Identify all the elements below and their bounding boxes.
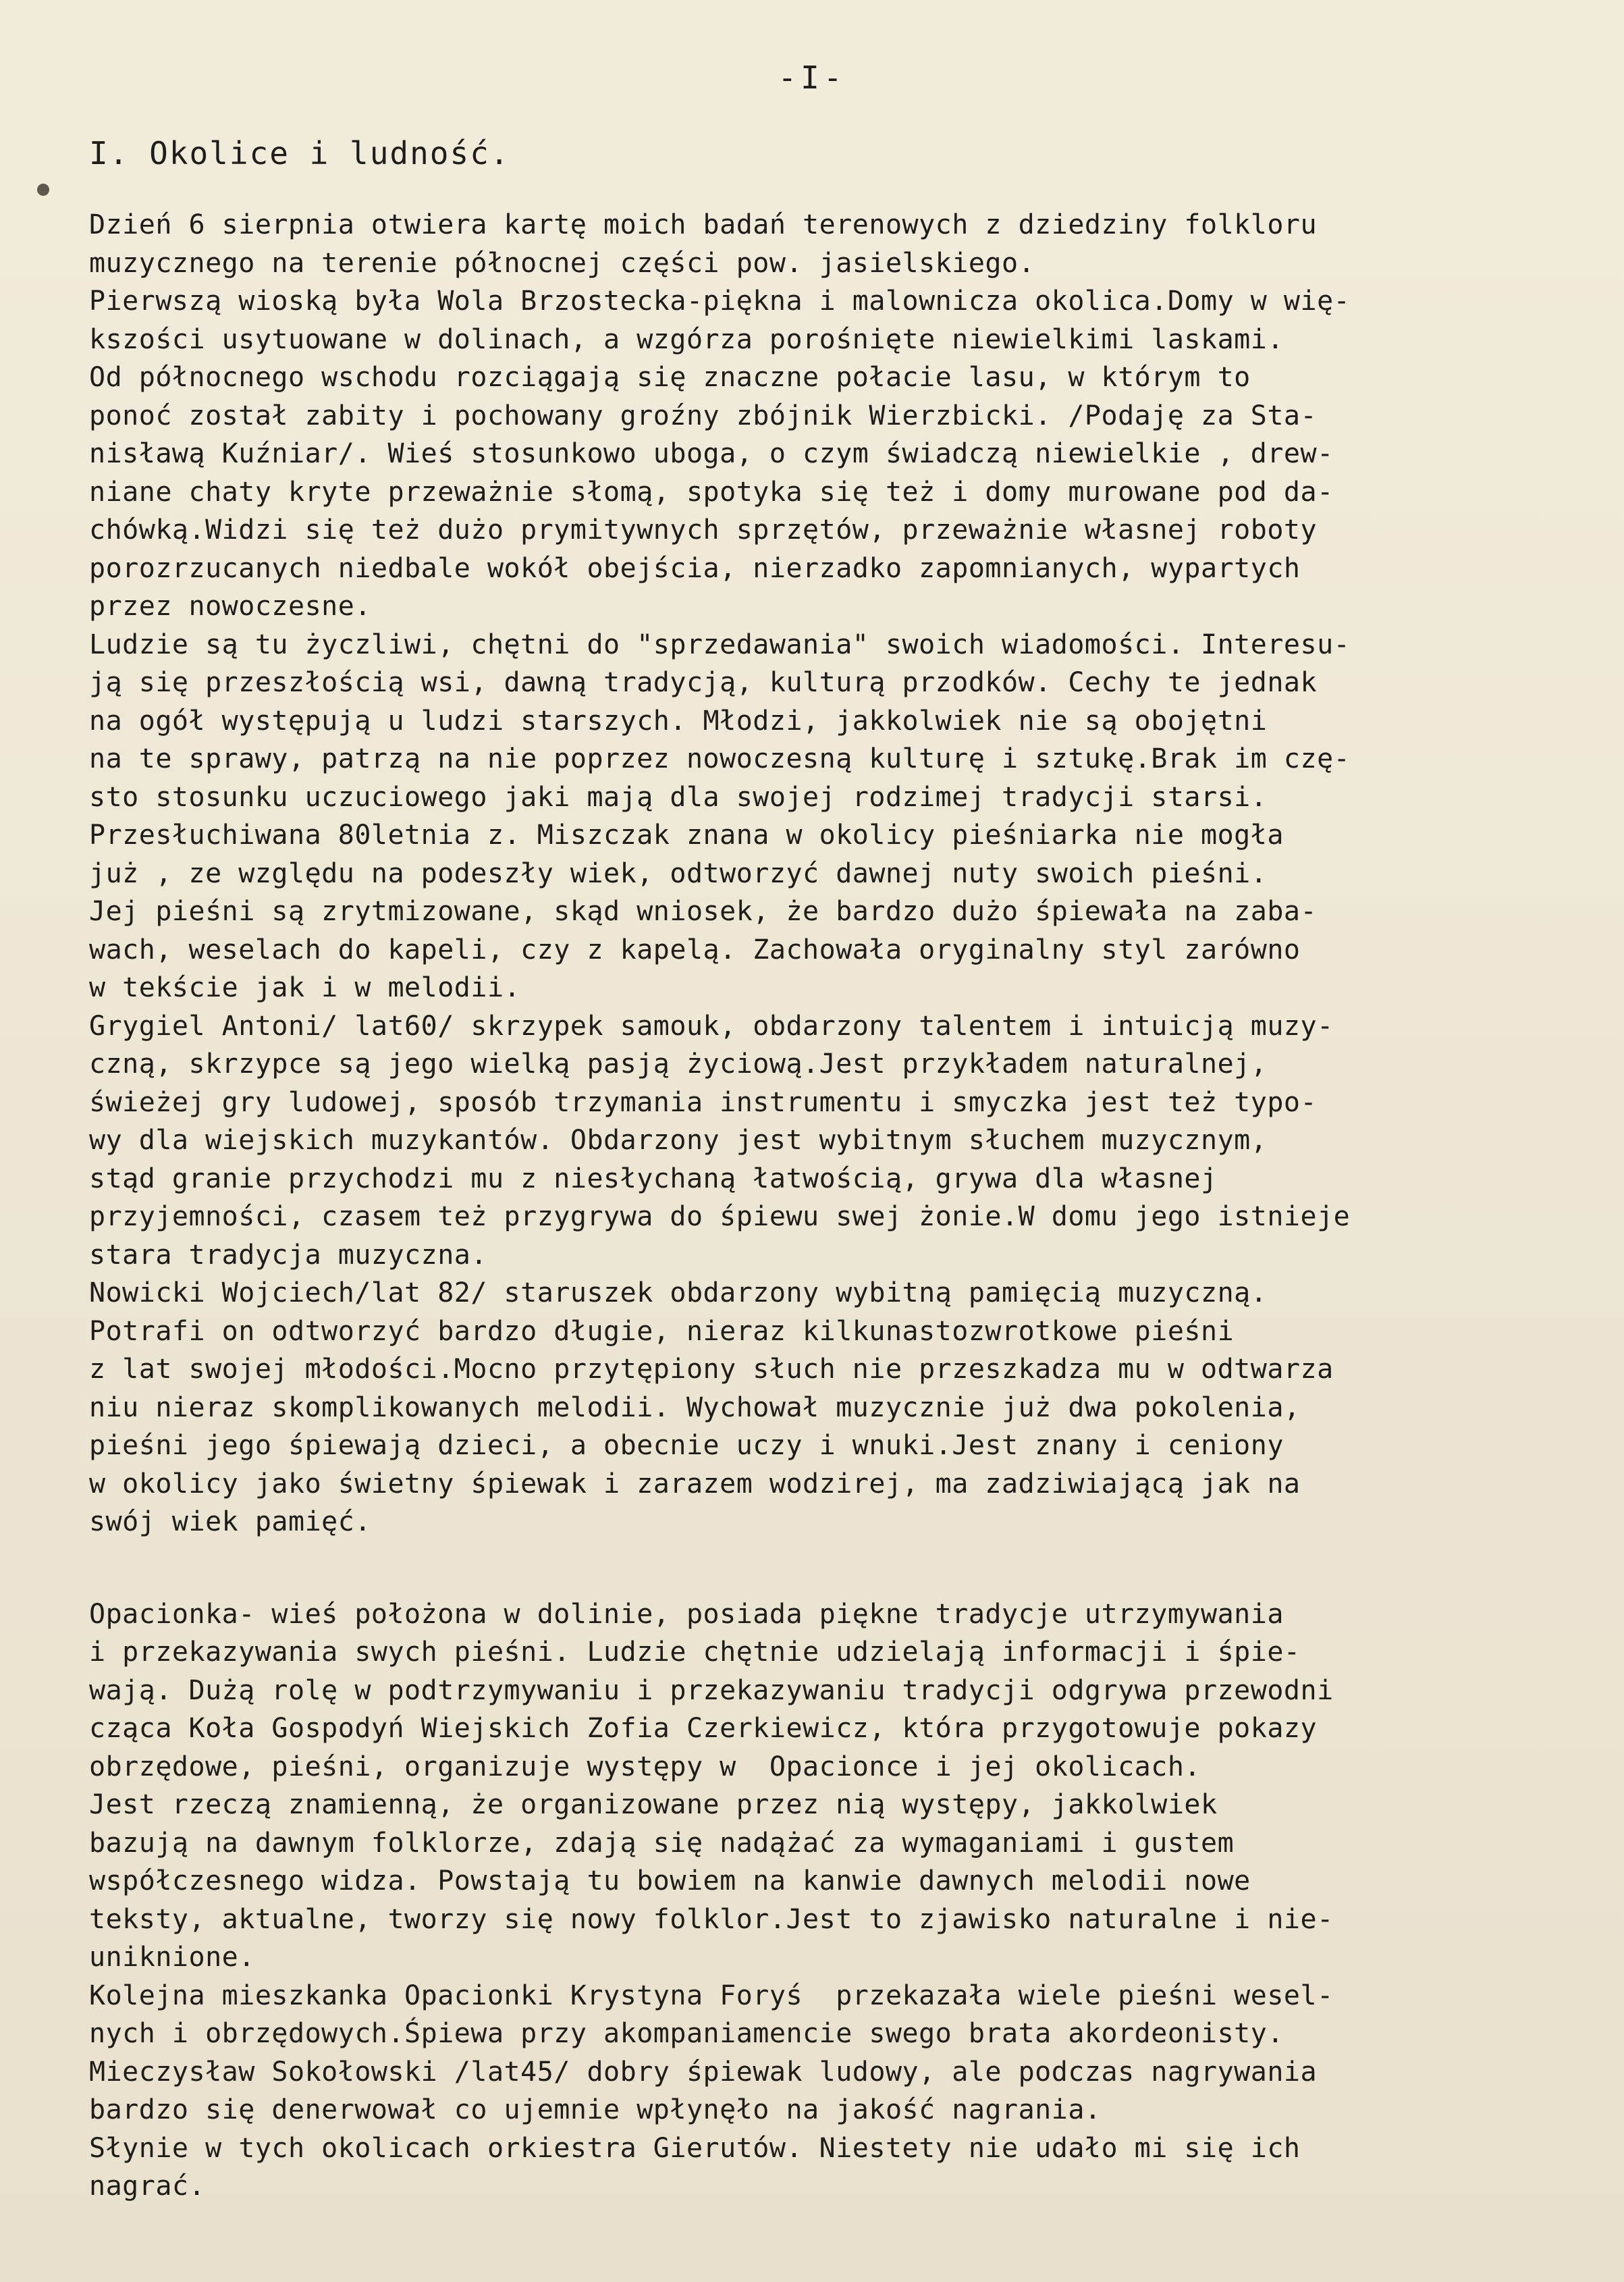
text-line: uniknione. (89, 1942, 255, 1973)
text-line: Jest rzeczą znamienną, że organizowane przez nią występy, jakkolwiek (89, 1789, 1218, 1820)
text-line: Słynie w tych okolicach orkiestra Gierutów. Niestety nie udało mi się ich (89, 2132, 1301, 2164)
text-line: nych i obrzędowych.Śpiewa przy akompaniamencie swego brata akordeonisty. (89, 2018, 1284, 2049)
document-body (89, 206, 1554, 2206)
text-line: ponoć został zabity i pochowany groźny zbójnik Wierzbicki. /Podaję za Sta- (89, 400, 1318, 431)
text-line: świeżej gry ludowej, sposób trzymania instrumentu i smyczka jest też typo- (89, 1086, 1318, 1118)
text-line: stara tradycja muzyczna. (89, 1239, 487, 1271)
text-line: Kolejna mieszkanka Opacionki Krystyna Foryś przekazała wiele pieśni wesel- (89, 1980, 1334, 2011)
paragraph (89, 1595, 1554, 2206)
text-line: teksty, aktualne, tworzy się nowy folklor.Jest to zjawisko naturalne i nie- (89, 1903, 1334, 1935)
text-line: muzycznego na terenie północnej części pow. jasielskiego. (89, 247, 1035, 279)
text-line: nagrać. (89, 2171, 206, 2202)
text-line: i przekazywania swych pieśni. Ludzie chętnie udzielają informacji i śpie- (89, 1637, 1301, 1668)
page-number: -I- (778, 59, 846, 96)
text-line: Od północnego wschodu rozciągają się znaczne połacie lasu, w którym to (89, 362, 1251, 393)
text-line: obrzędowe, pieśni, organizuje występy w Opacionce i jej okolicach. (89, 1751, 1201, 1782)
text-line: Grygiel Antoni/ lat60/ skrzypek samouk, obdarzony talentem i intuicją muzy- (89, 1010, 1334, 1042)
text-line: w okolicy jako świetny śpiewak i zarazem wodzirej, ma zadziwiającą jak na (89, 1468, 1301, 1500)
text-line: Pierwszą wioską była Wola Brzostecka-piękna i malownicza okolica.Domy w wię- (89, 286, 1351, 317)
text-line: bazują na dawnym folklorze, zdają się nadążać za wymaganiami i gustem (89, 1827, 1235, 1859)
text-line: Nowicki Wojciech/lat 82/ staruszek obdarzony wybitną pamięcią muzyczną. (89, 1277, 1268, 1308)
text-line: w tekście jak i w melodii. (89, 972, 521, 1003)
text-line: bardzo się denerwował co ujemnie wpłynęło na jakość nagrania. (89, 2094, 1102, 2125)
text-line: ją się przeszłością wsi, dawną tradycją, kulturą przodków. Cechy te jednak (89, 667, 1318, 698)
text-line: porozrzucanych niedbale wokół obejścia, nierzadko zapomnianych, wypartych (89, 552, 1301, 584)
text-line: kszości usytuowane w dolinach, a wzgórza porośnięte niewielkimi laskami. (89, 323, 1284, 355)
text-line: Mieczysław Sokołowski /lat45/ dobry śpiewak ludowy, ale podczas nagrywania (89, 2056, 1318, 2088)
text-line: wy dla wiejskich muzykantów. Obdarzony jest wybitnym słuchem muzycznym, (89, 1125, 1268, 1156)
text-line: cząca Koła Gospodyń Wiejskich Zofia Czerkiewicz, która przygotowuje pokazy (89, 1713, 1318, 1744)
section-heading: I. Okolice i ludność. (89, 135, 510, 171)
text-line: Ludzie są tu życzliwi, chętni do "sprzedawania" swoich wiadomości. Interesu- (89, 629, 1351, 660)
text-line: z lat swojej młodości.Mocno przytępiony słuch nie przeszkadza mu w odtwarza (89, 1354, 1334, 1385)
text-line: Jej pieśni są zrytmizowane, skąd wniosek, że bardzo dużo śpiewała na zaba- (89, 896, 1318, 927)
text-line: na te sprawy, patrzą na nie poprzez nowoczesną kulturę i sztukę.Brak im czę- (89, 743, 1351, 774)
text-line: Opacionka- wieś położona w dolinie, posiada piękne tradycje utrzymywania (89, 1598, 1284, 1630)
text-line: Przesłuchiwana 80letnia z. Miszczak znana w okolicy pieśniarka nie mogła (89, 820, 1284, 851)
text-line: czną, skrzypce są jego wielką pasją życiową.Jest przykładem naturalnej, (89, 1049, 1268, 1080)
text-line: swój wiek pamięć. (89, 1506, 371, 1537)
paragraph-gap (89, 1541, 1554, 1595)
text-line: Potrafi on odtworzyć bardzo długie, nieraz kilkunastozwrotkowe pieśni (89, 1315, 1235, 1347)
text-line: sto stosunku uczuciowego jaki mają dla swojej rodzimej tradycji starsi. (89, 781, 1268, 813)
text-line: pieśni jego śpiewają dzieci, a obecnie uczy i wnuki.Jest znany i ceniony (89, 1430, 1284, 1461)
text-line: na ogół występują u ludzi starszych. Młodzi, jakkolwiek nie są obojętni (89, 705, 1268, 737)
text-line: przez nowoczesne. (89, 591, 371, 622)
text-line: stąd granie przychodzi mu z niesłychaną łatwością, grywa dla własnej (89, 1163, 1218, 1194)
text-line: wach, weselach do kapeli, czy z kapelą. Zachowała oryginalny styl zarówno (89, 934, 1301, 965)
paragraph (89, 206, 1554, 1541)
punch-hole-mark (37, 184, 49, 196)
text-line: niu nieraz skomplikowanych melodii. Wychował muzycznie już dwa pokolenia, (89, 1391, 1301, 1423)
text-line: nisławą Kuźniar/. Wieś stosunkowo uboga, o czym świadczą niewielkie , drew- (89, 438, 1334, 469)
text-line: niane chaty kryte przeważnie słomą, spotyka się też i domy murowane pod da- (89, 476, 1334, 508)
text-line: współczesnego widza. Powstają tu bowiem na kanwie dawnych melodii nowe (89, 1865, 1251, 1896)
text-line: chówką.Widzi się też dużo prymitywnych sprzętów, przeważnie własnej roboty (89, 514, 1318, 546)
text-line: już , ze względu na podeszły wiek, odtworzyć dawnej nuty swoich pieśni. (89, 857, 1268, 889)
text-line: Dzień 6 sierpnia otwiera kartę moich badań terenowych z dziedziny folkloru (89, 209, 1318, 240)
text-line: przyjemności, czasem też przygrywa do śpiewu swej żonie.W domu jego istnieje (89, 1201, 1351, 1232)
text-line: wają. Dużą rolę w podtrzymywaniu i przekazywaniu tradycji odgrywa przewodni (89, 1674, 1334, 1706)
